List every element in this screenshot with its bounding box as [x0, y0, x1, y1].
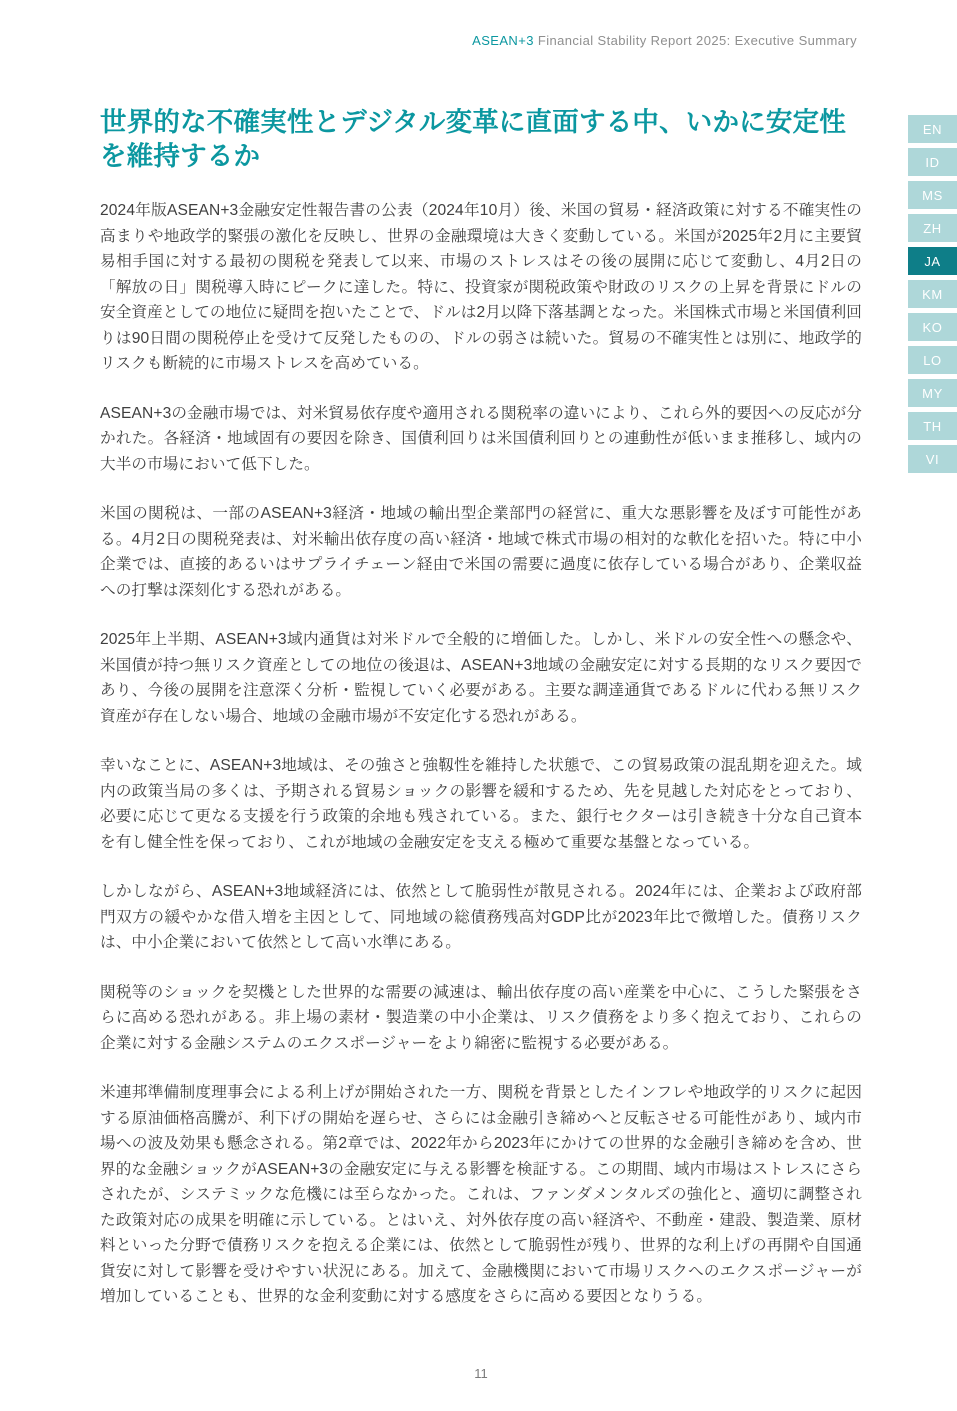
- language-sidebar: [908, 115, 957, 473]
- page-number: 11: [474, 1366, 488, 1381]
- body-paragraph-4: 2025年上半期、ASEAN+3域内通貨は対米ドルで全般的に増価した。しかし、米ドルの安全性への懸念や、米国債が持つ無リスク資産としての地位の後退は、ASEAN+3地域の金融安定に対する長期的なリスク要因であり、今後の展開を注意深く分析・監視していく必要がある。主要な調達通貨であるドルに代わる無リスク資産が存在しない場合、地域の金融市場が不安定化する恐れがある。: [100, 631, 862, 725]
- lang-tab-my[interactable]: MY: [908, 379, 957, 407]
- lang-tab-zh[interactable]: ZH: [908, 214, 957, 242]
- lang-tab-km[interactable]: KM: [908, 280, 957, 308]
- page-title: 世界的な不確実性とデジタル変革に直面する中、いかに安定性を維持するか: [100, 107, 847, 171]
- lang-tab-lo[interactable]: LO: [908, 346, 957, 374]
- main-content: [100, 106, 862, 1334]
- lang-tab-th[interactable]: TH: [908, 412, 957, 440]
- body-paragraph-6: しかしながら、ASEAN+3地域経済には、依然として脆弱性が散見される。2024年には、企業および政府部門双方の緩やかな借入増を主因として、同地域の総債務残高対GDP比が2023年比で微増した。債務リスクは、中小企業において依然として高い水準にある。: [100, 883, 862, 951]
- lang-tab-ms[interactable]: MS: [908, 181, 957, 209]
- body-paragraph-8: 米連邦準備制度理事会による利上げが開始された一方、関税を背景としたインフレや地政学的リスクに起因する原油価格高騰が、利下げの開始を遅らせ、さらには金融引き締めへと反転させる可能性があり、域内市場への波及効果も懸念される。第2章では、2022年から2023年にかけての世界的な金融引き締めを含め、世界的な金融ショックがASEAN+3の金融安定に与える影響を検証する。この期間、域内市場はストレスにさらされたが、システミックな危機には至らなかった。これは、ファンダメンタルズの強化と、適切に調整された政策対応の成果を明確に示している。とはいえ、対外依存度の高い経済や、不動産・建設、製造業、原材料といった分野で債務リスクを抱える企業には、依然として脆弱性が残り、世界的な利上げの再開や自国通貨安に対して影響を受けやすい状況にある。加えて、金融機関において市場リスクへのエクスポージャーが増加していることも、世界的な金利変動に対する感度をさらに高める要因となりうる。: [100, 1084, 862, 1305]
- lang-tab-id[interactable]: ID: [908, 148, 957, 176]
- body-paragraph-7: 関税等のショックを契機とした世界的な需要の減速は、輸出依存度の高い産業を中心に、こうした緊張をさらに高める恐れがある。非上場の素材・製造業の中小企業は、リスク債務をより多く抱えており、これらの企業に対する金融システムのエクスポージャーをより綿密に監視する必要がある。: [100, 983, 862, 1052]
- lang-tab-vi[interactable]: VI: [908, 445, 957, 473]
- body-paragraph-1: 2024年版ASEAN+3金融安定性報告書の公表（2024年10月）後、米国の貿易・経済政策に対する不確実性の高まりや地政学的緊張の激化を反映し、世界の金融環境は大きく変動している。米国が2025年2月に主要貿易相手国に対する最初の関税を発表して以来、市場のストレスはその後の展開に応じて変動し、4月2日の「解放の日」関税導入時にピークに達した。特に、投資家が関税政策や財政のリスクの上昇を背景にドルの安全資産としての地位に疑問を抱いたことで、ドルは2月以降下落基調となった。米国株式市場と米国債利回りは90日間の関税停止を受けて反発したものの、ドルの弱さは続いた。貿易の不確実性とは別に、地政学的リスクも断続的に市場ストレスを高めている。: [100, 202, 862, 372]
- body-paragraph-5: 幸いなことに、ASEAN+3地域は、その強さと強靱性を維持した状態で、この貿易政策の混乱期を迎えた。域内の政策当局の多くは、予期される貿易ショックの影響を緩和するため、先を見越した対応をとっており、必要に応じて更なる支援を行う政策的余地も残されている。また、銀行セクターは引き続き十分な自己資本を有し健全性を保っており、これが地域の金融安定を支える極めて重要な基盤となっている。: [100, 757, 862, 851]
- lang-tab-en[interactable]: EN: [908, 115, 957, 143]
- running-header-title: Financial Stability Report 2025: Executive Summary: [537, 33, 857, 48]
- lang-tab-ja[interactable]: JA: [908, 247, 957, 275]
- body-paragraph-3: 米国の関税は、一部のASEAN+3経済・地域の輸出型企業部門の経営に、重大な悪影響を及ぼす可能性がある。4月2日の関税発表は、対米輸出依存度の高い経済・地域で株式市場の相対的な軟化を招いた。特に中小企業では、直接的あるいはサプライチェーン経由で米国の需要に過度に依存している場合があり、企業収益への打撃は深刻化する恐れがある。: [100, 505, 862, 599]
- report-brand: ASEAN+3: [472, 33, 534, 48]
- body-paragraph-2: ASEAN+3の金融市場では、対米貿易依存度や適用される関税率の違いにより、これら外的要因への反応が分かれた。各経済・地域固有の要因を除き、国債利回りは米国債利回りとの連動性が低いまま推移し、域内の大半の市場において低下した。: [100, 404, 862, 473]
- lang-tab-ko[interactable]: KO: [908, 313, 957, 341]
- running-header: [472, 33, 857, 48]
